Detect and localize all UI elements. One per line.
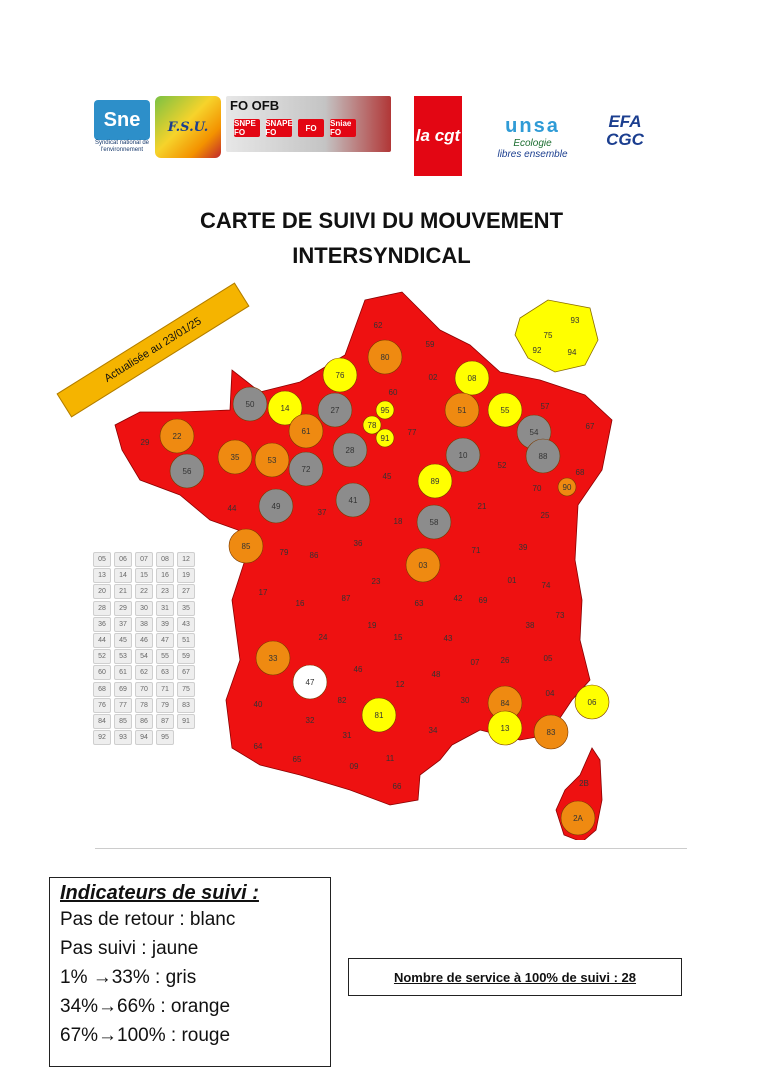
department-label-91: 91 xyxy=(380,434,390,443)
department-label-67: 67 xyxy=(585,422,595,431)
department-label-85: 85 xyxy=(241,542,251,551)
department-label-28: 28 xyxy=(345,446,355,455)
department-number-cell: 08 xyxy=(156,552,174,567)
department-label-94: 94 xyxy=(567,348,577,357)
department-label-26: 26 xyxy=(500,656,510,665)
department-label-29: 29 xyxy=(140,438,150,447)
fo-chip: SNAPE FO xyxy=(265,119,293,137)
department-label-40: 40 xyxy=(253,700,263,709)
department-label-64: 64 xyxy=(253,742,263,751)
department-label-17: 17 xyxy=(258,588,268,597)
department-number-cell: 75 xyxy=(177,682,195,697)
counter-box: Nombre de service à 100% de suivi : 28 xyxy=(348,958,682,996)
sne-logo-mark: Sne xyxy=(94,100,150,140)
department-label-86: 86 xyxy=(309,551,319,560)
legend-item-jaune: Pas suivi : jaune xyxy=(60,938,199,959)
department-number-cell: 62 xyxy=(135,665,153,680)
unsa-logo-line1: Ecologie xyxy=(513,137,552,149)
unsa-logo-name: unsa xyxy=(505,114,560,137)
department-label-03: 03 xyxy=(418,561,428,570)
department-label-39: 39 xyxy=(518,543,528,552)
unsa-logo-line2: libres ensemble xyxy=(497,148,568,160)
department-number-cell: 29 xyxy=(114,601,132,616)
department-number-cell: 13 xyxy=(93,568,111,583)
department-label-75: 75 xyxy=(543,331,553,340)
fo-ofb-logo-title: FO OFB xyxy=(230,98,280,113)
department-label-65: 65 xyxy=(292,755,302,764)
department-number-cell: 69 xyxy=(114,682,132,697)
department-number-cell: 79 xyxy=(156,698,174,713)
department-number-cell: 07 xyxy=(135,552,153,567)
department-number-cell: 23 xyxy=(156,584,174,599)
department-label-24: 24 xyxy=(318,633,328,642)
fsu-logo xyxy=(155,96,221,158)
department-label-25: 25 xyxy=(540,511,550,520)
fo-chip: SNPE FO xyxy=(234,119,260,137)
department-label-27: 27 xyxy=(330,406,340,415)
department-number-cell: 47 xyxy=(156,633,174,648)
department-label-95: 95 xyxy=(380,406,390,415)
department-label-04: 04 xyxy=(545,689,555,698)
department-number-cell: 92 xyxy=(93,730,111,745)
efa-logo-line2: CGC xyxy=(606,130,644,149)
sne-logo-subtitle: Syndicat national de l'environnement xyxy=(94,140,150,153)
department-label-46: 46 xyxy=(353,665,363,674)
department-label-07: 07 xyxy=(470,658,480,667)
department-label-87: 87 xyxy=(341,594,351,603)
fo-ofb-chips xyxy=(234,119,356,137)
department-label-01: 01 xyxy=(507,576,517,585)
department-label-79: 79 xyxy=(279,548,289,557)
department-label-59: 59 xyxy=(425,340,435,349)
department-label-68: 68 xyxy=(575,468,585,477)
unsa-logo xyxy=(490,96,575,178)
legend-item-blanc: Pas de retour : blanc xyxy=(60,909,236,930)
department-label-60: 60 xyxy=(388,388,398,397)
department-label-35: 35 xyxy=(230,453,240,462)
legend-item-rouge: 67%→100% : rouge xyxy=(60,1025,231,1046)
department-number-cell: 21 xyxy=(114,584,132,599)
fo-ofb-logo xyxy=(226,96,391,152)
department-label-49: 49 xyxy=(271,502,281,511)
department-label-76: 76 xyxy=(335,371,345,380)
department-label-63: 63 xyxy=(414,599,424,608)
department-label-80: 80 xyxy=(380,353,390,362)
department-label-71: 71 xyxy=(471,546,481,555)
department-label-05: 05 xyxy=(543,654,553,663)
department-label-74: 74 xyxy=(541,581,551,590)
department-number-cell: 19 xyxy=(177,568,195,583)
fsu-logo-text: F.S.U. xyxy=(167,119,209,135)
department-label-88: 88 xyxy=(538,452,548,461)
department-number-cell: 37 xyxy=(114,617,132,632)
department-label-70: 70 xyxy=(532,484,542,493)
department-number-cell: 16 xyxy=(156,568,174,583)
department-label-48: 48 xyxy=(431,670,441,679)
department-label-77: 77 xyxy=(407,428,417,437)
department-label-38: 38 xyxy=(525,621,535,630)
department-number-cell: 85 xyxy=(114,714,132,729)
department-number-cell: 38 xyxy=(135,617,153,632)
department-number-cell: 15 xyxy=(135,568,153,583)
department-label-93: 93 xyxy=(570,316,580,325)
department-label-13: 13 xyxy=(500,724,510,733)
department-number-cell: 05 xyxy=(93,552,111,567)
department-label-30: 30 xyxy=(460,696,470,705)
department-number-cell: 67 xyxy=(177,665,195,680)
department-label-44: 44 xyxy=(227,504,237,513)
department-label-2A: 2A xyxy=(573,814,583,823)
department-number-cell: 12 xyxy=(177,552,195,567)
department-label-36: 36 xyxy=(353,539,363,548)
cgt-logo-text: la cgt xyxy=(415,126,461,145)
department-number-cell: 53 xyxy=(114,649,132,664)
department-number-cell: 54 xyxy=(135,649,153,664)
department-number-cell: 28 xyxy=(93,601,111,616)
department-label-14: 14 xyxy=(280,404,290,413)
department-label-09: 09 xyxy=(349,762,359,771)
department-label-32: 32 xyxy=(305,716,315,725)
cgt-logo xyxy=(414,96,462,176)
department-label-89: 89 xyxy=(430,477,440,486)
sne-logo xyxy=(93,96,151,158)
department-label-62: 62 xyxy=(373,321,383,330)
department-label-12: 12 xyxy=(395,680,405,689)
department-label-78: 78 xyxy=(367,421,377,430)
department-label-82: 82 xyxy=(337,696,347,705)
department-label-22: 22 xyxy=(172,432,182,441)
department-label-72: 72 xyxy=(301,465,311,474)
department-label-34: 34 xyxy=(428,726,438,735)
department-number-cell: 91 xyxy=(177,714,195,729)
department-number-cell: 71 xyxy=(156,682,174,697)
department-number-cell: 35 xyxy=(177,601,195,616)
legend-title: Indicateurs de suivi : xyxy=(60,882,259,904)
department-label-45: 45 xyxy=(382,472,392,481)
department-label-15: 15 xyxy=(393,633,403,642)
department-label-11: 11 xyxy=(385,754,395,763)
efa-logo-line1: EFA xyxy=(608,112,642,131)
department-label-42: 42 xyxy=(453,594,463,603)
page-title-line2: INTERSYNDICAL xyxy=(292,243,471,268)
department-label-58: 58 xyxy=(429,518,439,527)
department-number-cell: 95 xyxy=(156,730,174,745)
department-label-16: 16 xyxy=(295,599,305,608)
department-label-06: 06 xyxy=(587,698,597,707)
department-number-cell: 78 xyxy=(135,698,153,713)
department-number-cell: 86 xyxy=(135,714,153,729)
department-number-cell: 51 xyxy=(177,633,195,648)
department-label-43: 43 xyxy=(443,634,453,643)
legend-box xyxy=(49,877,331,1067)
department-label-10: 10 xyxy=(458,451,468,460)
department-label-50: 50 xyxy=(245,400,255,409)
department-number-cell: 83 xyxy=(177,698,195,713)
department-number-cell: 70 xyxy=(135,682,153,697)
department-label-47: 47 xyxy=(305,678,315,687)
department-number-cell: 39 xyxy=(156,617,174,632)
legend-item-gris: 1% →33% : gris xyxy=(60,967,197,988)
update-date-banner: Actualisée au 23/01/25 xyxy=(57,282,250,417)
department-label-52: 52 xyxy=(497,461,507,470)
department-label-69: 69 xyxy=(478,596,488,605)
department-label-53: 53 xyxy=(267,456,277,465)
department-label-41: 41 xyxy=(348,496,358,505)
department-label-21: 21 xyxy=(477,502,487,511)
page-title-line1: CARTE DE SUIVI DU MOUVEMENT xyxy=(199,208,564,233)
department-number-cell: 68 xyxy=(93,682,111,697)
department-number-cell: 61 xyxy=(114,665,132,680)
department-label-81: 81 xyxy=(374,711,384,720)
department-number-cell: 27 xyxy=(177,584,195,599)
department-label-54: 54 xyxy=(529,428,539,437)
department-label-18: 18 xyxy=(393,517,403,526)
department-number-cell: 22 xyxy=(135,584,153,599)
department-label-83: 83 xyxy=(546,728,556,737)
department-label-31: 31 xyxy=(342,731,352,740)
department-number-cell: 46 xyxy=(135,633,153,648)
department-label-90: 90 xyxy=(562,483,572,492)
department-number-cell: 36 xyxy=(93,617,111,632)
department-number-cell: 93 xyxy=(114,730,132,745)
department-number-cell: 30 xyxy=(135,601,153,616)
department-number-cell: 59 xyxy=(177,649,195,664)
department-number-cell: 87 xyxy=(156,714,174,729)
department-number-cell: 31 xyxy=(156,601,174,616)
department-number-cell: 14 xyxy=(114,568,132,583)
department-label-23: 23 xyxy=(371,577,381,586)
department-number-cell: 06 xyxy=(114,552,132,567)
department-label-37: 37 xyxy=(317,508,327,517)
department-label-92: 92 xyxy=(532,346,542,355)
department-number-cell: 43 xyxy=(177,617,195,632)
separator-line xyxy=(95,848,687,849)
department-number-cell: 76 xyxy=(93,698,111,713)
department-number-cell: 44 xyxy=(93,633,111,648)
department-label-55: 55 xyxy=(500,406,510,415)
department-number-cell: 60 xyxy=(93,665,111,680)
department-label-51: 51 xyxy=(457,406,467,415)
fo-chip: Sniae FO xyxy=(330,119,356,137)
department-number-cell: 94 xyxy=(135,730,153,745)
department-number-cell: 84 xyxy=(93,714,111,729)
department-number-grid xyxy=(93,552,190,746)
department-label-56: 56 xyxy=(182,467,192,476)
department-number-cell: 20 xyxy=(93,584,111,599)
department-label-61: 61 xyxy=(301,427,311,436)
department-label-84: 84 xyxy=(500,699,510,708)
efa-cgc-logo xyxy=(593,98,657,164)
department-label-2B: 2B xyxy=(579,779,589,788)
department-label-66: 66 xyxy=(392,782,402,791)
department-label-57: 57 xyxy=(540,402,550,411)
fo-chip: FO xyxy=(298,119,324,137)
department-number-cell: 52 xyxy=(93,649,111,664)
department-number-cell: 77 xyxy=(114,698,132,713)
department-number-cell: 45 xyxy=(114,633,132,648)
department-label-19: 19 xyxy=(367,621,377,630)
legend-item-orange: 34%→66% : orange xyxy=(60,996,231,1017)
department-label-73: 73 xyxy=(555,611,565,620)
idf-inset-outline xyxy=(515,300,598,372)
department-number-cell: 55 xyxy=(156,649,174,664)
department-number-cell: 63 xyxy=(156,665,174,680)
department-label-02: 02 xyxy=(428,373,438,382)
department-label-08: 08 xyxy=(467,374,477,383)
department-label-33: 33 xyxy=(268,654,278,663)
